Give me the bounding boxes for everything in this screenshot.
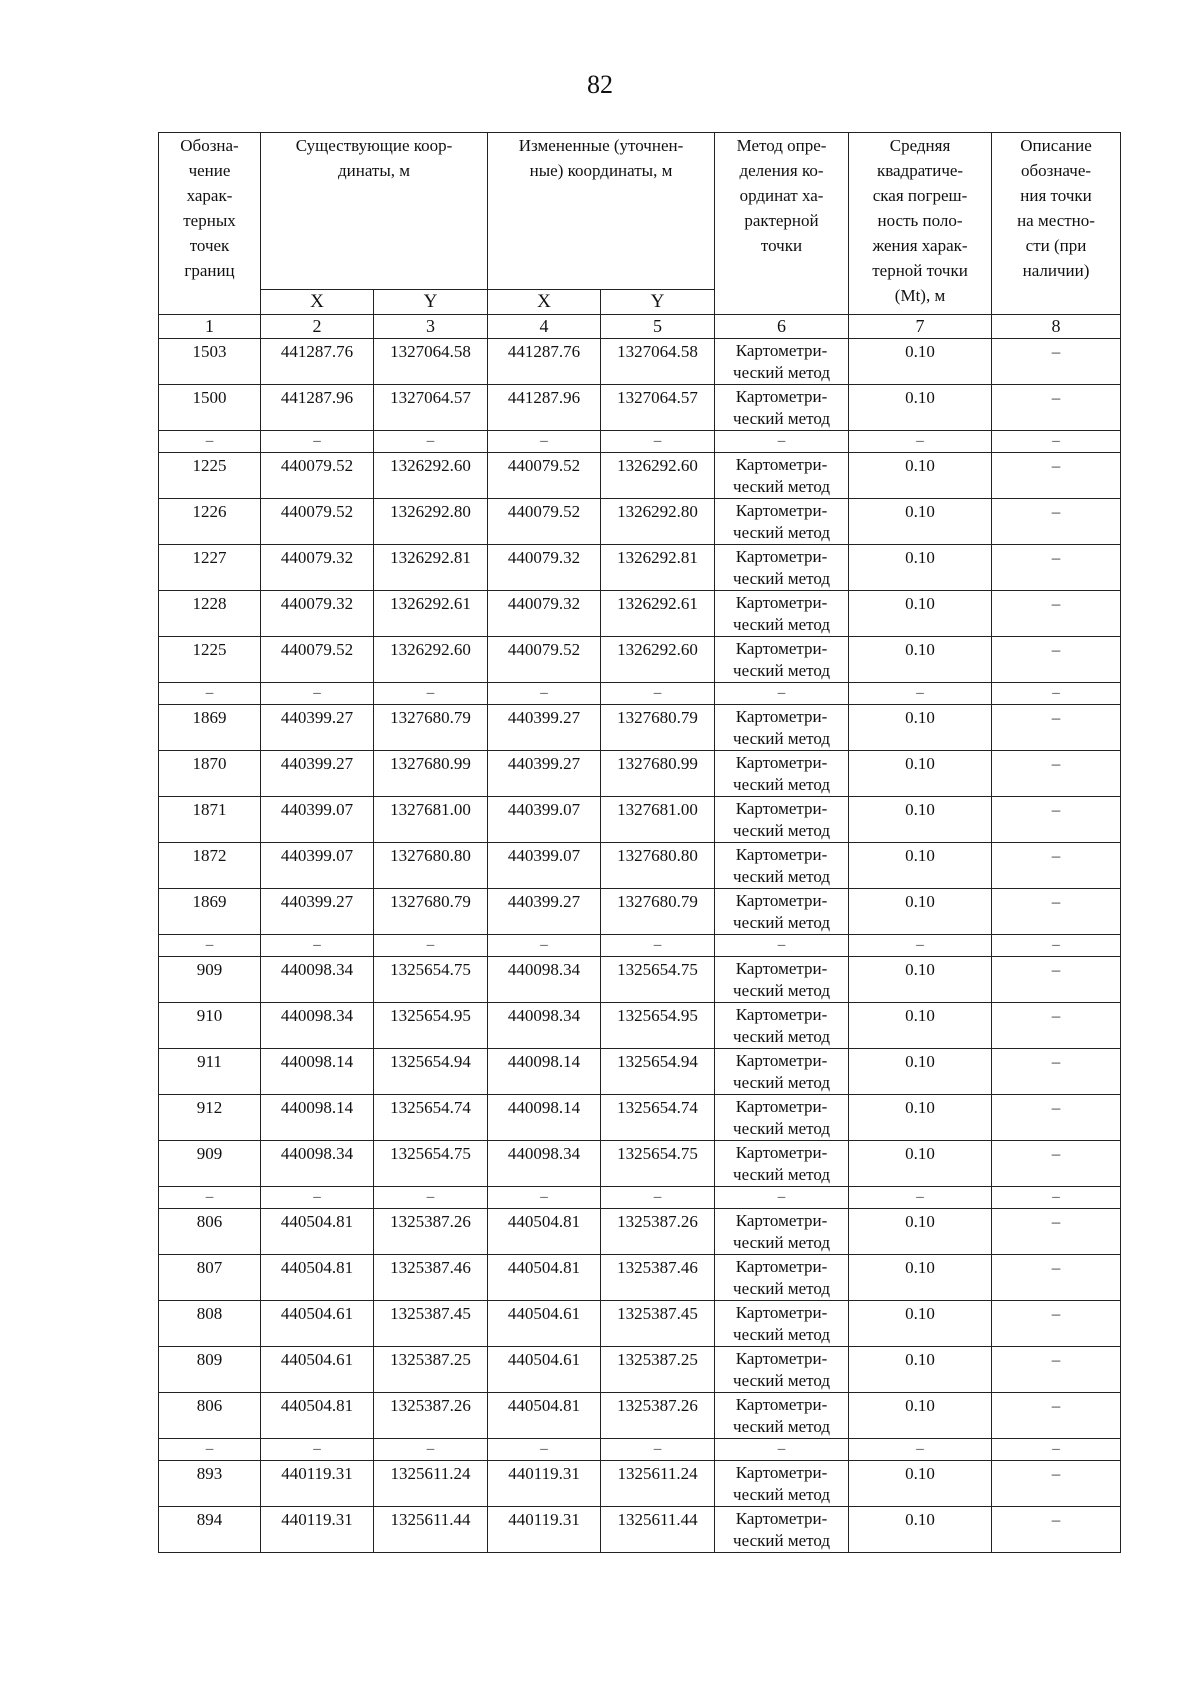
separator-cell: –	[849, 431, 992, 453]
cell-method: Картометри- ческий метод	[715, 1141, 849, 1187]
table-row	[159, 591, 1121, 637]
table-row	[159, 1095, 1121, 1141]
cell-mean-square-error: 0.10	[849, 1209, 992, 1255]
cell-point-id: 1500	[159, 385, 261, 431]
cell-mean-square-error: 0.10	[849, 1461, 992, 1507]
cell-existing-x: 440079.52	[261, 499, 374, 545]
cell-existing-x: 441287.96	[261, 385, 374, 431]
cell-description: –	[992, 1003, 1121, 1049]
separator-cell: –	[159, 1187, 261, 1209]
cell-changed-y: 1327680.99	[601, 751, 715, 797]
column-number: 6	[715, 315, 849, 339]
cell-point-id: 893	[159, 1461, 261, 1507]
separator-cell: –	[601, 935, 715, 957]
cell-existing-x: 440504.61	[261, 1347, 374, 1393]
cell-method: Картометри- ческий метод	[715, 1095, 849, 1141]
cell-existing-y: 1325611.24	[374, 1461, 488, 1507]
column-number: 1	[159, 315, 261, 339]
separator-cell: –	[488, 1187, 601, 1209]
separator-row	[159, 431, 1121, 453]
cell-changed-y: 1326292.80	[601, 499, 715, 545]
cell-point-id: 1503	[159, 339, 261, 385]
cell-method: Картометри- ческий метод	[715, 889, 849, 935]
cell-changed-x: 440399.27	[488, 705, 601, 751]
cell-changed-x: 440098.34	[488, 1003, 601, 1049]
cell-mean-square-error: 0.10	[849, 843, 992, 889]
table-row	[159, 339, 1121, 385]
cell-mean-square-error: 0.10	[849, 637, 992, 683]
cell-existing-y: 1326292.60	[374, 637, 488, 683]
separator-cell: –	[715, 1439, 849, 1461]
cell-existing-y: 1325387.26	[374, 1209, 488, 1255]
column-number: 5	[601, 315, 715, 339]
separator-cell: –	[159, 1439, 261, 1461]
cell-mean-square-error: 0.10	[849, 591, 992, 637]
cell-changed-y: 1325654.94	[601, 1049, 715, 1095]
separator-cell: –	[715, 683, 849, 705]
header-changed-x: X	[488, 290, 601, 315]
cell-existing-y: 1327064.58	[374, 339, 488, 385]
separator-cell: –	[261, 683, 374, 705]
separator-cell: –	[488, 935, 601, 957]
table-row	[159, 385, 1121, 431]
table-row	[159, 1347, 1121, 1393]
cell-point-id: 808	[159, 1301, 261, 1347]
cell-method: Картометри- ческий метод	[715, 957, 849, 1003]
cell-changed-x: 440098.14	[488, 1049, 601, 1095]
column-number: 2	[261, 315, 374, 339]
separator-cell: –	[261, 1187, 374, 1209]
header-changed-y: Y	[601, 290, 715, 315]
cell-changed-y: 1327681.00	[601, 797, 715, 843]
column-number: 7	[849, 315, 992, 339]
cell-existing-y: 1325387.26	[374, 1393, 488, 1439]
cell-method: Картометри- ческий метод	[715, 453, 849, 499]
cell-existing-x: 440504.81	[261, 1393, 374, 1439]
cell-existing-y: 1326292.81	[374, 545, 488, 591]
cell-changed-x: 440079.52	[488, 453, 601, 499]
separator-cell: –	[715, 935, 849, 957]
cell-method: Картометри- ческий метод	[715, 1507, 849, 1553]
cell-point-id: 1872	[159, 843, 261, 889]
cell-existing-y: 1326292.60	[374, 453, 488, 499]
cell-existing-x: 440079.52	[261, 453, 374, 499]
separator-cell: –	[849, 1187, 992, 1209]
cell-mean-square-error: 0.10	[849, 1347, 992, 1393]
cell-mean-square-error: 0.10	[849, 957, 992, 1003]
cell-description: –	[992, 1301, 1121, 1347]
cell-method: Картометри- ческий метод	[715, 385, 849, 431]
cell-existing-y: 1327680.79	[374, 705, 488, 751]
cell-existing-x: 440504.61	[261, 1301, 374, 1347]
cell-changed-x: 440504.81	[488, 1255, 601, 1301]
cell-mean-square-error: 0.10	[849, 797, 992, 843]
cell-existing-y: 1327680.99	[374, 751, 488, 797]
cell-existing-x: 440098.34	[261, 1003, 374, 1049]
separator-cell: –	[992, 1187, 1121, 1209]
separator-cell: –	[992, 431, 1121, 453]
header-point-description: Описание обозначе- ния точки на местно- сти (при наличии)	[992, 133, 1121, 315]
cell-existing-y: 1326292.80	[374, 499, 488, 545]
table-row	[159, 499, 1121, 545]
cell-existing-x: 440399.27	[261, 751, 374, 797]
table-row	[159, 843, 1121, 889]
cell-changed-x: 440399.27	[488, 889, 601, 935]
cell-existing-y: 1325654.74	[374, 1095, 488, 1141]
cell-point-id: 806	[159, 1209, 261, 1255]
separator-cell: –	[849, 683, 992, 705]
separator-row	[159, 935, 1121, 957]
cell-changed-x: 440504.81	[488, 1209, 601, 1255]
column-number: 4	[488, 315, 601, 339]
cell-description: –	[992, 545, 1121, 591]
cell-changed-y: 1325654.75	[601, 1141, 715, 1187]
cell-description: –	[992, 1393, 1121, 1439]
cell-method: Картометри- ческий метод	[715, 1461, 849, 1507]
cell-existing-x: 440098.14	[261, 1049, 374, 1095]
header-changed-coordinates: Измененные (уточнен- ные) координаты, м	[488, 133, 715, 290]
cell-changed-y: 1327064.57	[601, 385, 715, 431]
cell-mean-square-error: 0.10	[849, 1095, 992, 1141]
cell-changed-y: 1326292.60	[601, 637, 715, 683]
page-number: 82	[587, 70, 613, 99]
cell-mean-square-error: 0.10	[849, 545, 992, 591]
table-row	[159, 453, 1121, 499]
cell-description: –	[992, 889, 1121, 935]
cell-description: –	[992, 1209, 1121, 1255]
cell-description: –	[992, 797, 1121, 843]
cell-existing-x: 440098.34	[261, 957, 374, 1003]
cell-method: Картометри- ческий метод	[715, 843, 849, 889]
cell-point-id: 911	[159, 1049, 261, 1095]
cell-method: Картометри- ческий метод	[715, 1003, 849, 1049]
cell-existing-x: 440079.52	[261, 637, 374, 683]
cell-description: –	[992, 1141, 1121, 1187]
cell-point-id: 1225	[159, 637, 261, 683]
separator-cell: –	[261, 1439, 374, 1461]
cell-description: –	[992, 751, 1121, 797]
cell-method: Картометри- ческий метод	[715, 751, 849, 797]
cell-existing-x: 440399.27	[261, 889, 374, 935]
cell-changed-y: 1325387.26	[601, 1393, 715, 1439]
separator-cell: –	[849, 935, 992, 957]
cell-changed-x: 440504.61	[488, 1301, 601, 1347]
cell-changed-y: 1327680.79	[601, 889, 715, 935]
cell-existing-x: 440399.07	[261, 797, 374, 843]
cell-description: –	[992, 453, 1121, 499]
cell-method: Картометри- ческий метод	[715, 637, 849, 683]
cell-changed-y: 1327064.58	[601, 339, 715, 385]
cell-point-id: 1228	[159, 591, 261, 637]
separator-cell: –	[849, 1439, 992, 1461]
header-method: Метод опре- деления ко- ординат ха- рактерной точки	[715, 133, 849, 315]
cell-point-id: 807	[159, 1255, 261, 1301]
cell-point-id: 1871	[159, 797, 261, 843]
column-number: 8	[992, 315, 1121, 339]
cell-description: –	[992, 1507, 1121, 1553]
separator-cell: –	[374, 1187, 488, 1209]
cell-description: –	[992, 385, 1121, 431]
separator-cell: –	[488, 683, 601, 705]
table-row	[159, 957, 1121, 1003]
cell-mean-square-error: 0.10	[849, 705, 992, 751]
cell-changed-x: 440079.52	[488, 499, 601, 545]
table-row	[159, 1209, 1121, 1255]
separator-cell: –	[601, 1439, 715, 1461]
cell-changed-x: 441287.76	[488, 339, 601, 385]
separator-cell: –	[159, 683, 261, 705]
header-existing-x: X	[261, 290, 374, 315]
separator-cell: –	[992, 683, 1121, 705]
cell-changed-y: 1325654.95	[601, 1003, 715, 1049]
cell-method: Картометри- ческий метод	[715, 591, 849, 637]
cell-point-id: 1227	[159, 545, 261, 591]
cell-changed-y: 1325654.74	[601, 1095, 715, 1141]
cell-existing-y: 1325611.44	[374, 1507, 488, 1553]
cell-method: Картометри- ческий метод	[715, 545, 849, 591]
cell-mean-square-error: 0.10	[849, 889, 992, 935]
cell-method: Картометри- ческий метод	[715, 705, 849, 751]
separator-cell: –	[261, 935, 374, 957]
cell-changed-x: 440399.27	[488, 751, 601, 797]
cell-mean-square-error: 0.10	[849, 1049, 992, 1095]
cell-changed-y: 1326292.81	[601, 545, 715, 591]
cell-description: –	[992, 1255, 1121, 1301]
table-row	[159, 637, 1121, 683]
cell-changed-x: 440079.52	[488, 637, 601, 683]
cell-description: –	[992, 843, 1121, 889]
separator-row	[159, 1439, 1121, 1461]
cell-mean-square-error: 0.10	[849, 339, 992, 385]
cell-changed-y: 1327680.80	[601, 843, 715, 889]
cell-method: Картометри- ческий метод	[715, 1049, 849, 1095]
table-row	[159, 1507, 1121, 1553]
cell-point-id: 1869	[159, 705, 261, 751]
cell-existing-x: 441287.76	[261, 339, 374, 385]
cell-changed-x: 440504.81	[488, 1393, 601, 1439]
cell-mean-square-error: 0.10	[849, 453, 992, 499]
cell-changed-y: 1325387.46	[601, 1255, 715, 1301]
cell-description: –	[992, 1095, 1121, 1141]
column-numbers-row	[159, 315, 1121, 339]
cell-changed-y: 1325654.75	[601, 957, 715, 1003]
cell-description: –	[992, 1049, 1121, 1095]
cell-description: –	[992, 1347, 1121, 1393]
cell-description: –	[992, 705, 1121, 751]
cell-existing-y: 1325654.75	[374, 957, 488, 1003]
cell-point-id: 809	[159, 1347, 261, 1393]
cell-mean-square-error: 0.10	[849, 499, 992, 545]
separator-cell: –	[159, 431, 261, 453]
cell-existing-y: 1327680.79	[374, 889, 488, 935]
cell-existing-y: 1325654.95	[374, 1003, 488, 1049]
cell-method: Картометри- ческий метод	[715, 339, 849, 385]
cell-mean-square-error: 0.10	[849, 1507, 992, 1553]
cell-changed-x: 440079.32	[488, 591, 601, 637]
table-row	[159, 1301, 1121, 1347]
cell-changed-x: 440098.14	[488, 1095, 601, 1141]
table-row	[159, 1255, 1121, 1301]
cell-existing-y: 1325387.25	[374, 1347, 488, 1393]
cell-point-id: 912	[159, 1095, 261, 1141]
separator-cell: –	[374, 431, 488, 453]
cell-method: Картометри- ческий метод	[715, 1347, 849, 1393]
cell-mean-square-error: 0.10	[849, 1255, 992, 1301]
cell-description: –	[992, 499, 1121, 545]
table-header	[159, 133, 1121, 339]
cell-existing-y: 1326292.61	[374, 591, 488, 637]
cell-changed-y: 1325387.26	[601, 1209, 715, 1255]
separator-row	[159, 1187, 1121, 1209]
cell-existing-x: 440079.32	[261, 545, 374, 591]
cell-description: –	[992, 637, 1121, 683]
cell-existing-y: 1325387.46	[374, 1255, 488, 1301]
table-row	[159, 751, 1121, 797]
cell-description: –	[992, 957, 1121, 1003]
separator-cell: –	[992, 935, 1121, 957]
cell-point-id: 909	[159, 957, 261, 1003]
cell-existing-x: 440119.31	[261, 1461, 374, 1507]
table-row	[159, 797, 1121, 843]
cell-point-id: 1870	[159, 751, 261, 797]
cell-existing-y: 1325654.94	[374, 1049, 488, 1095]
cell-changed-x: 440504.61	[488, 1347, 601, 1393]
table-row	[159, 1049, 1121, 1095]
cell-changed-y: 1326292.60	[601, 453, 715, 499]
cell-changed-y: 1325387.25	[601, 1347, 715, 1393]
cell-method: Картометри- ческий метод	[715, 499, 849, 545]
cell-mean-square-error: 0.10	[849, 1141, 992, 1187]
table-row	[159, 1393, 1121, 1439]
header-existing-coordinates: Существующие коор- динаты, м	[261, 133, 488, 290]
cell-existing-y: 1325387.45	[374, 1301, 488, 1347]
cell-existing-x: 440098.14	[261, 1095, 374, 1141]
table-row	[159, 705, 1121, 751]
separator-cell: –	[715, 1187, 849, 1209]
cell-existing-y: 1327680.80	[374, 843, 488, 889]
cell-existing-x: 440399.27	[261, 705, 374, 751]
header-existing-y: Y	[374, 290, 488, 315]
cell-mean-square-error: 0.10	[849, 1301, 992, 1347]
table-row	[159, 889, 1121, 935]
cell-point-id: 806	[159, 1393, 261, 1439]
cell-point-id: 1869	[159, 889, 261, 935]
cell-method: Картометри- ческий метод	[715, 1255, 849, 1301]
table-row	[159, 1003, 1121, 1049]
cell-changed-x: 440079.32	[488, 545, 601, 591]
cell-changed-x: 440399.07	[488, 797, 601, 843]
separator-cell: –	[601, 683, 715, 705]
table-row	[159, 1141, 1121, 1187]
cell-method: Картометри- ческий метод	[715, 797, 849, 843]
cell-changed-x: 440119.31	[488, 1507, 601, 1553]
separator-cell: –	[374, 1439, 488, 1461]
cell-changed-y: 1325611.44	[601, 1507, 715, 1553]
cell-existing-x: 440504.81	[261, 1209, 374, 1255]
cell-existing-x: 440504.81	[261, 1255, 374, 1301]
separator-row	[159, 683, 1121, 705]
cell-method: Картометри- ческий метод	[715, 1301, 849, 1347]
cell-description: –	[992, 339, 1121, 385]
separator-cell: –	[374, 935, 488, 957]
table-body	[159, 339, 1121, 1553]
cell-existing-y: 1327064.57	[374, 385, 488, 431]
cell-description: –	[992, 591, 1121, 637]
cell-description: –	[992, 1461, 1121, 1507]
cell-existing-x: 440119.31	[261, 1507, 374, 1553]
cell-changed-x: 440098.34	[488, 957, 601, 1003]
separator-cell: –	[601, 431, 715, 453]
cell-existing-x: 440399.07	[261, 843, 374, 889]
cell-changed-y: 1325611.24	[601, 1461, 715, 1507]
separator-cell: –	[488, 1439, 601, 1461]
separator-cell: –	[374, 683, 488, 705]
cell-changed-x: 440399.07	[488, 843, 601, 889]
cell-mean-square-error: 0.10	[849, 1003, 992, 1049]
cell-method: Картометри- ческий метод	[715, 1209, 849, 1255]
cell-point-id: 910	[159, 1003, 261, 1049]
cell-existing-y: 1327681.00	[374, 797, 488, 843]
column-number: 3	[374, 315, 488, 339]
separator-cell: –	[159, 935, 261, 957]
cell-changed-x: 440098.34	[488, 1141, 601, 1187]
cell-point-id: 1226	[159, 499, 261, 545]
cell-point-id: 1225	[159, 453, 261, 499]
cell-mean-square-error: 0.10	[849, 385, 992, 431]
header-point-designation: Обозна- чение харак- терных точек границ	[159, 133, 261, 315]
cell-existing-x: 440079.32	[261, 591, 374, 637]
separator-cell: –	[261, 431, 374, 453]
cell-changed-y: 1326292.61	[601, 591, 715, 637]
separator-cell: –	[601, 1187, 715, 1209]
cell-changed-y: 1327680.79	[601, 705, 715, 751]
separator-cell: –	[992, 1439, 1121, 1461]
cell-changed-x: 441287.96	[488, 385, 601, 431]
cell-existing-y: 1325654.75	[374, 1141, 488, 1187]
cell-changed-y: 1325387.45	[601, 1301, 715, 1347]
cell-mean-square-error: 0.10	[849, 1393, 992, 1439]
cell-point-id: 894	[159, 1507, 261, 1553]
separator-cell: –	[488, 431, 601, 453]
coordinates-table	[158, 132, 1121, 1553]
header-mean-square-error: Средняя квадратиче- ская погреш- ность поло- жения харак- терной точки (Mt), м	[849, 133, 992, 315]
cell-point-id: 909	[159, 1141, 261, 1187]
table-row	[159, 1461, 1121, 1507]
table-row	[159, 545, 1121, 591]
cell-existing-x: 440098.34	[261, 1141, 374, 1187]
cell-mean-square-error: 0.10	[849, 751, 992, 797]
cell-changed-x: 440119.31	[488, 1461, 601, 1507]
cell-method: Картометри- ческий метод	[715, 1393, 849, 1439]
separator-cell: –	[715, 431, 849, 453]
